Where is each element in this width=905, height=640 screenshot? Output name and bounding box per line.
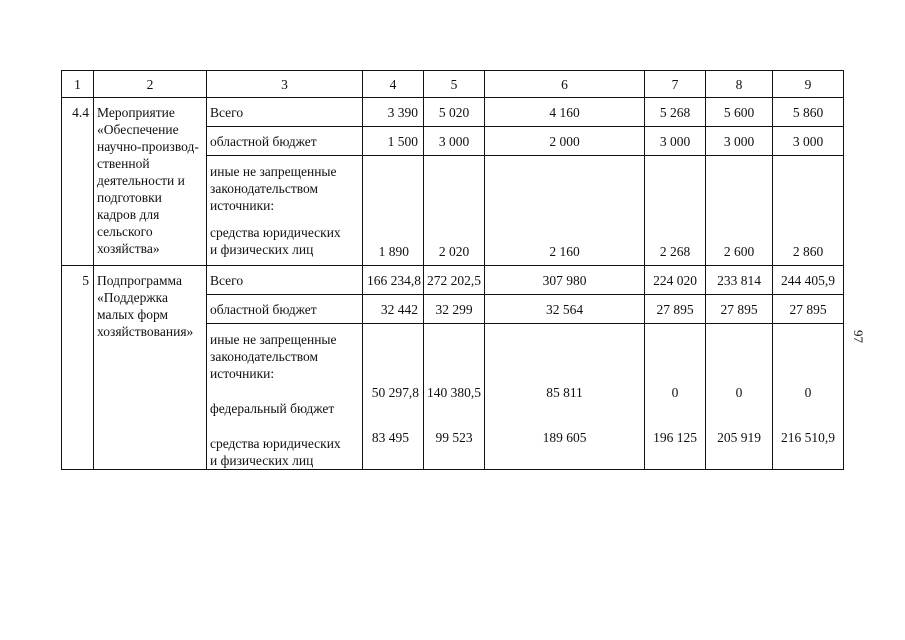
source-label-line: законодательством: [210, 181, 319, 196]
row-index: 4.4: [62, 98, 94, 266]
row-index: 5: [62, 266, 94, 470]
header-cell: 4: [363, 71, 424, 98]
source-label: [207, 324, 363, 470]
value-cell: 1 500: [363, 127, 424, 156]
value-cell-group: [424, 324, 485, 470]
value-cell: 0: [804, 385, 812, 400]
header-cell: 6: [485, 71, 645, 98]
name-line: ственной: [97, 156, 150, 171]
source-label-line: законодательством: [210, 349, 319, 364]
header-cell: 7: [645, 71, 706, 98]
value-cell: 3 000: [424, 127, 485, 156]
value-cell: 2 600: [706, 156, 773, 266]
source-label-line: источники:: [210, 366, 275, 381]
table-row: [62, 98, 844, 127]
name-line: кадров для: [97, 207, 160, 222]
source-label-line: средства юридических: [210, 225, 341, 240]
name-line: «Обеспечение: [97, 122, 179, 137]
name-line: «Поддержка: [97, 290, 169, 305]
name-line: подготовки: [97, 190, 162, 205]
value-cell: 5 020: [424, 98, 485, 127]
value-cell: 27 895: [645, 295, 706, 324]
source-label-line: федеральный бюджет: [210, 401, 335, 416]
value-cell: 85 811: [546, 385, 583, 400]
value-cell: 307 980: [485, 266, 645, 295]
source-label-line: и физических лиц: [210, 242, 314, 257]
source-label: областной бюджет: [207, 127, 363, 156]
name-line: Мероприятие: [97, 105, 175, 120]
value-cell: 224 020: [645, 266, 706, 295]
value-cell: 5 860: [773, 98, 844, 127]
source-label-line: и физических лиц: [210, 453, 314, 468]
name-line: деятельности и: [97, 173, 185, 188]
value-cell: 2 020: [424, 156, 485, 266]
source-label-line: иные не запрещенные: [210, 164, 337, 179]
value-cell: 0: [671, 385, 679, 400]
value-cell: 3 000: [645, 127, 706, 156]
value-cell: 32 564: [485, 295, 645, 324]
name-line: хозяйствования»: [97, 324, 194, 339]
value-cell: 27 895: [706, 295, 773, 324]
row-name: [94, 266, 207, 470]
budget-table: [61, 70, 844, 470]
value-cell: 2 000: [485, 127, 645, 156]
value-cell-group: [706, 324, 773, 470]
value-cell: 2 860: [773, 156, 844, 266]
value-cell: 272 202,5: [424, 266, 485, 295]
value-cell: 166 234,8: [363, 266, 424, 295]
value-cell: 196 125: [653, 430, 697, 445]
source-label: Всего: [207, 98, 363, 127]
source-label-line: иные не запрещенные: [210, 332, 337, 347]
value-cell: 216 510,9: [781, 430, 835, 445]
value-cell: 3 390: [363, 98, 424, 127]
value-cell-group: [363, 324, 424, 470]
value-cell: 5 600: [706, 98, 773, 127]
name-line: малых форм: [97, 307, 169, 322]
value-cell: 32 442: [363, 295, 424, 324]
name-line: научно-производ-: [97, 139, 199, 154]
value-cell: 140 380,5: [427, 385, 481, 400]
value-cell-group: [773, 324, 844, 470]
value-cell: 27 895: [773, 295, 844, 324]
header-cell: 1: [62, 71, 94, 98]
table-row: [62, 266, 844, 295]
page-number: 97: [851, 330, 866, 343]
header-cell: 3: [207, 71, 363, 98]
source-label-line: источники:: [210, 198, 275, 213]
value-cell: 205 919: [717, 430, 761, 445]
value-cell: 189 605: [542, 430, 587, 445]
source-label-line: средства юридических: [210, 436, 341, 451]
value-cell: 99 523: [435, 430, 473, 445]
name-line: Подпрограмма: [97, 273, 182, 288]
source-label: областной бюджет: [207, 295, 363, 324]
value-cell: 50 297,8: [371, 385, 419, 400]
value-cell: 2 268: [645, 156, 706, 266]
header-cell: 8: [706, 71, 773, 98]
row-name: [94, 98, 207, 266]
value-cell: 244 405,9: [773, 266, 844, 295]
value-cell: 1 890: [363, 156, 424, 266]
header-cell: 2: [94, 71, 207, 98]
source-label: [207, 156, 363, 266]
value-cell: 5 268: [645, 98, 706, 127]
value-cell: 233 814: [706, 266, 773, 295]
name-line: хозяйства»: [97, 241, 160, 256]
value-cell: 3 000: [706, 127, 773, 156]
value-cell: 83 495: [371, 430, 409, 445]
value-cell: 32 299: [424, 295, 485, 324]
value-cell-group: [485, 324, 645, 470]
header-row: [62, 71, 844, 98]
source-label: Всего: [207, 266, 363, 295]
header-cell: 9: [773, 71, 844, 98]
value-cell: 0: [735, 385, 743, 400]
value-cell: 2 160: [485, 156, 645, 266]
name-line: сельского: [97, 224, 153, 239]
value-cell: 3 000: [773, 127, 844, 156]
header-cell: 5: [424, 71, 485, 98]
value-cell: 4 160: [485, 98, 645, 127]
value-cell-group: [645, 324, 706, 470]
